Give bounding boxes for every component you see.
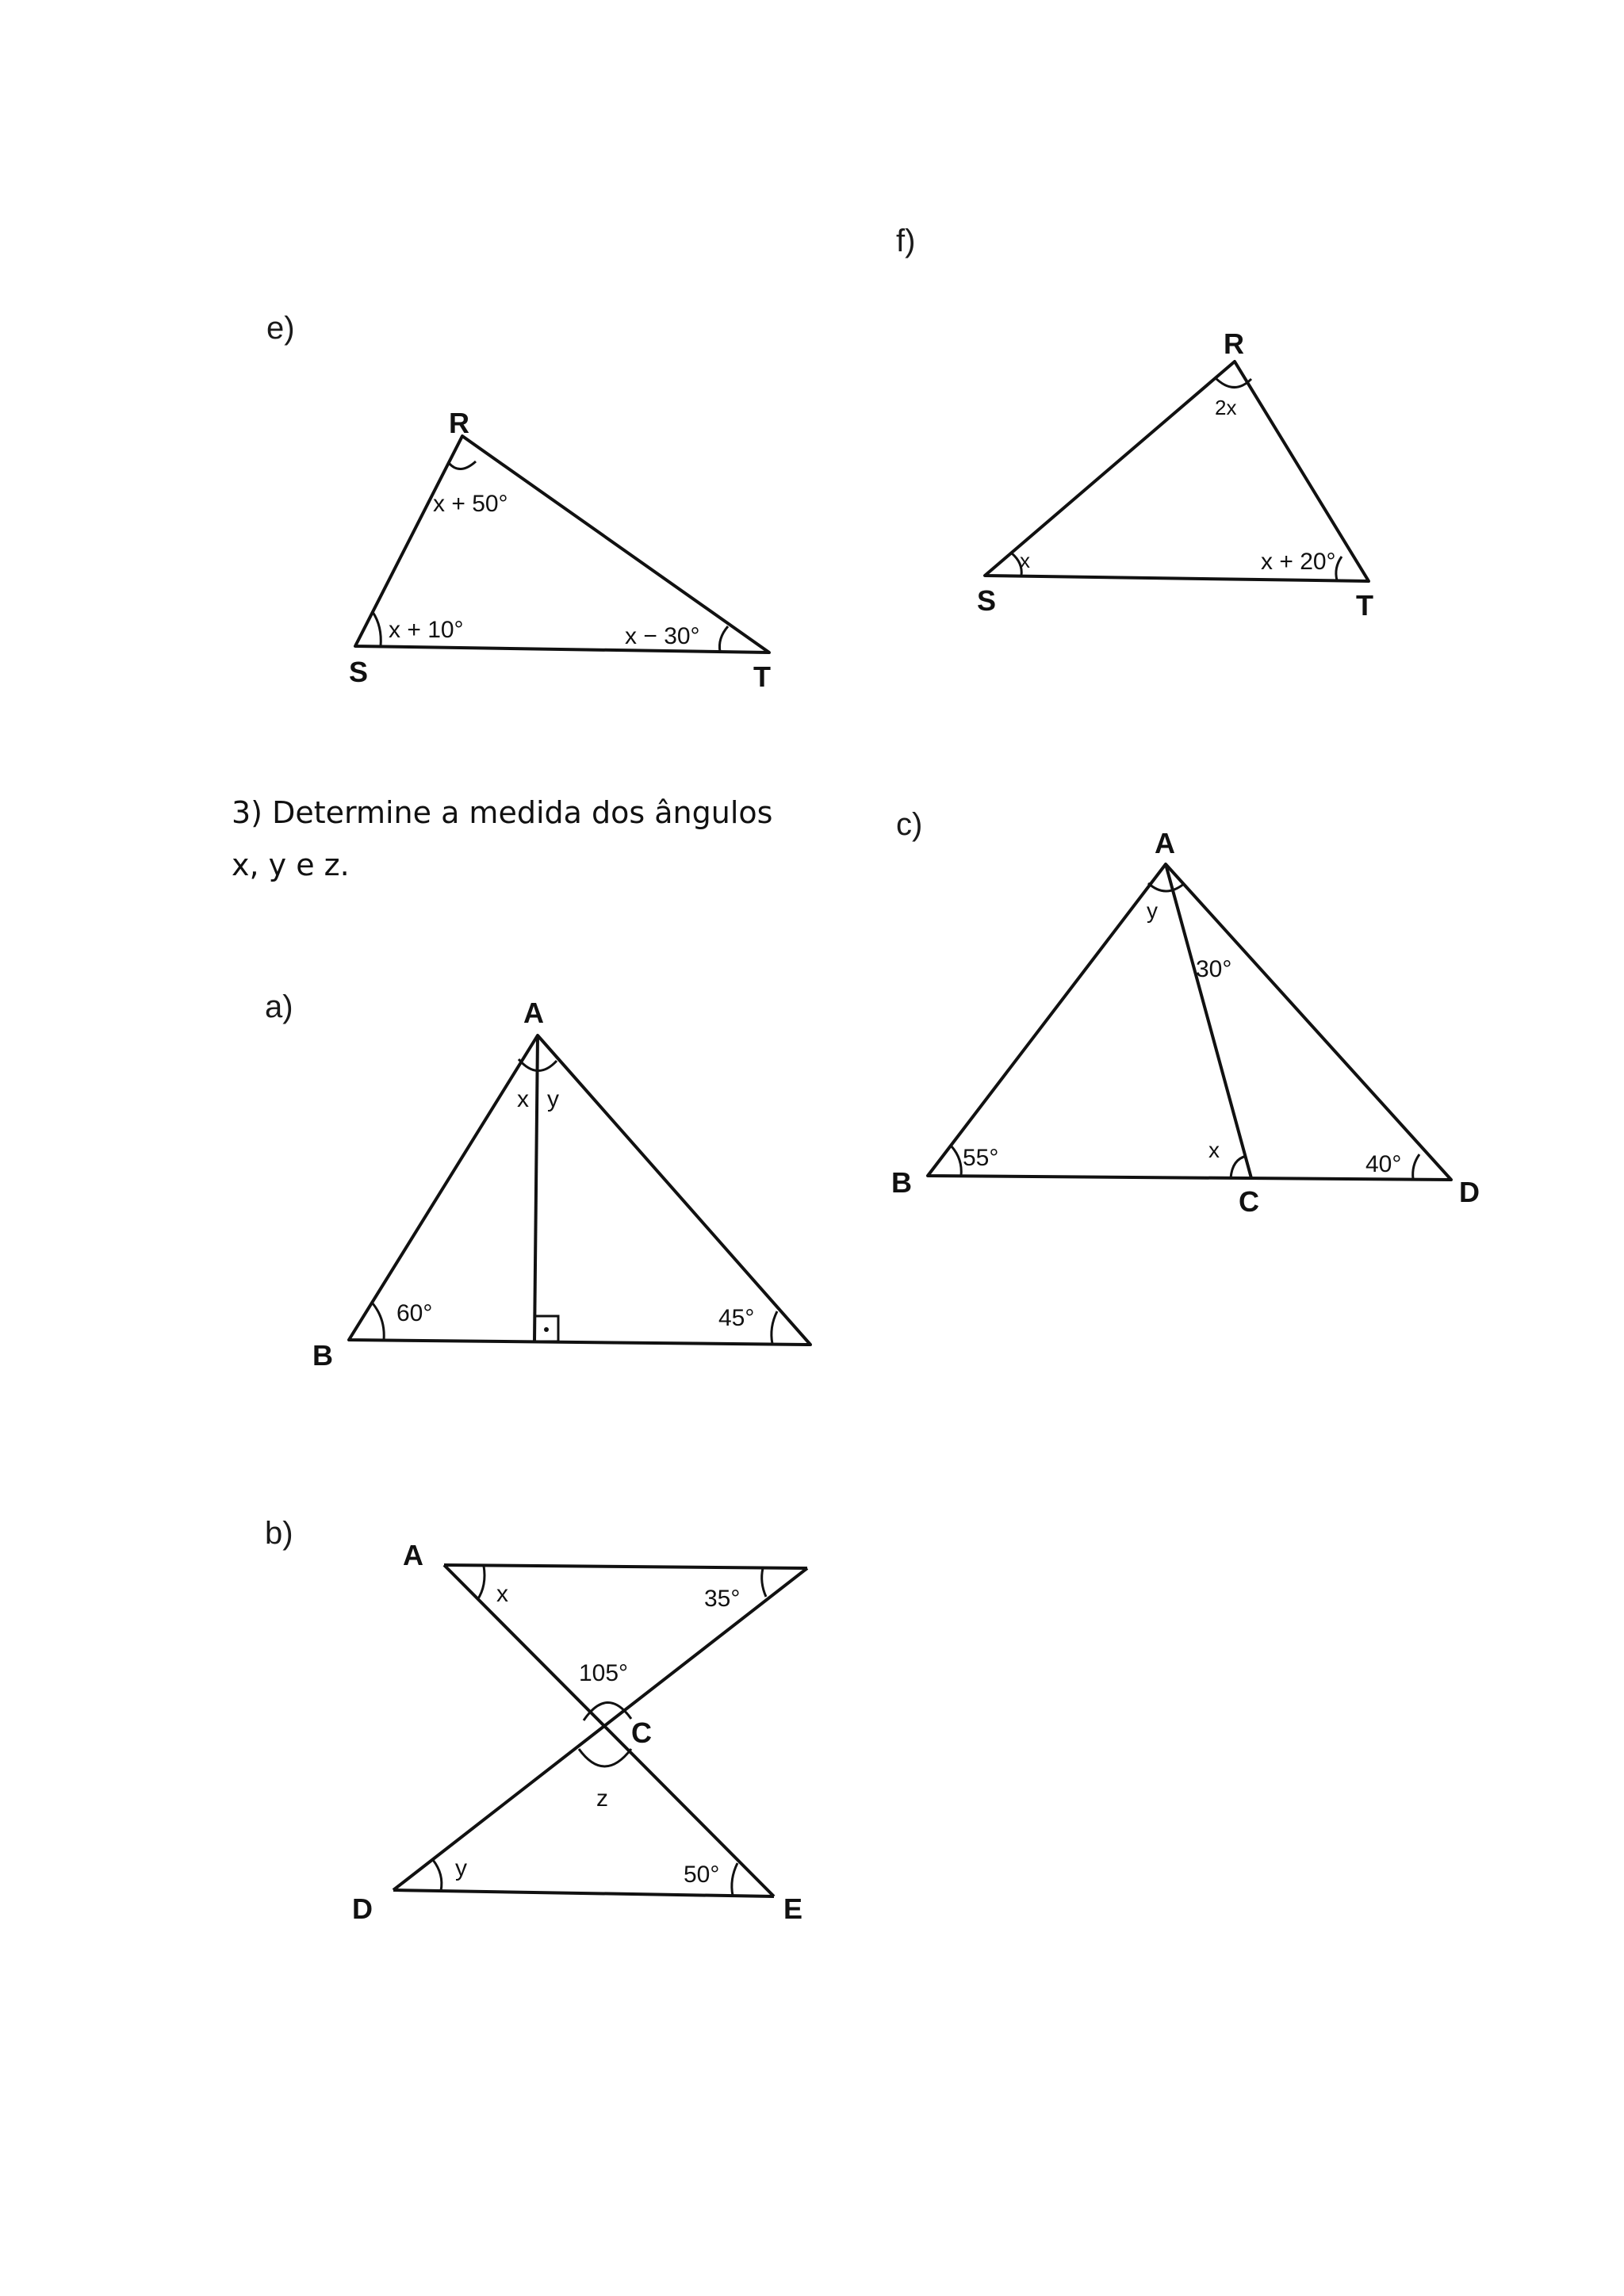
- vertex-label-c-d: D: [1459, 1176, 1480, 1208]
- vertex-label-e-s: S: [349, 656, 369, 688]
- segment-a-top-right: [444, 1565, 807, 1568]
- vertex-label-b-a: A: [403, 1539, 423, 1571]
- vertex-label-f-s: S: [977, 584, 997, 617]
- part-label-a: a): [265, 989, 293, 1024]
- instruction-line-2: x, y e z.: [232, 848, 350, 882]
- vertex-label-e-r: R: [449, 407, 469, 439]
- vertex-label-b-d: D: [352, 1892, 373, 1925]
- angle-label-c-a-y: y: [1147, 898, 1158, 923]
- angle-label-e-t: x − 30°: [625, 623, 700, 649]
- vertex-label-b-e: E: [783, 1892, 803, 1925]
- segment-a-e: [444, 1565, 774, 1896]
- angle-label-c-a-30: 30°: [1196, 956, 1232, 982]
- segment-top-right-d: [393, 1568, 807, 1890]
- vertex-label-c-c: C: [1239, 1185, 1259, 1218]
- part-label-e: e): [266, 311, 295, 346]
- angle-label-f-s: x: [1020, 549, 1030, 572]
- angle-arc-b-c-bottom: [579, 1749, 631, 1766]
- angle-label-b-a: x: [496, 1581, 508, 1607]
- vertex-label-a-b: B: [312, 1339, 333, 1372]
- vertex-label-f-t: T: [1356, 589, 1373, 622]
- angle-arc-b-e: [732, 1863, 737, 1896]
- angle-label-a-right: 45°: [718, 1305, 755, 1331]
- angle-label-b-d: y: [455, 1855, 467, 1881]
- vertex-label-c-a: A: [1155, 827, 1175, 859]
- part-label-c: c): [896, 807, 923, 842]
- instruction-line-1: 3) Determine a medida dos ângulos: [232, 795, 773, 830]
- vertex-label-a-a: A: [523, 997, 544, 1029]
- segment-d-e: [393, 1890, 774, 1896]
- angle-label-b-top-right: 35°: [704, 1586, 741, 1612]
- angle-label-c-c: x: [1208, 1138, 1220, 1162]
- vertex-label-e-t: T: [753, 660, 771, 693]
- angle-label-b-e: 50°: [684, 1862, 720, 1888]
- angle-label-e-r: x + 50°: [433, 491, 508, 517]
- angle-label-a-x: x: [517, 1086, 529, 1112]
- angle-arc-b-top-right: [762, 1568, 766, 1597]
- part-label-b: b): [265, 1516, 293, 1551]
- angle-label-a-b: 60°: [396, 1300, 433, 1326]
- vertex-label-c-b: B: [891, 1166, 912, 1199]
- vertex-label-f-r: R: [1224, 327, 1244, 360]
- angle-label-c-b: 55°: [963, 1145, 999, 1171]
- angle-label-b-c: 105°: [579, 1660, 629, 1686]
- angle-label-e-s: x + 10°: [389, 617, 464, 643]
- angle-label-f-t: x + 20°: [1261, 549, 1336, 575]
- part-label-f: f): [896, 224, 916, 258]
- vertex-label-b-c: C: [631, 1716, 652, 1749]
- angle-label-c-d: 40°: [1365, 1151, 1402, 1177]
- angle-label-a-y: y: [547, 1086, 559, 1112]
- angle-label-f-r: 2x: [1215, 396, 1237, 419]
- angle-arc-b-a: [477, 1566, 485, 1600]
- angle-arc-b-c-top: [584, 1702, 631, 1720]
- angle-arc-b-d: [433, 1860, 442, 1891]
- angle-label-b-z: z: [596, 1785, 608, 1812]
